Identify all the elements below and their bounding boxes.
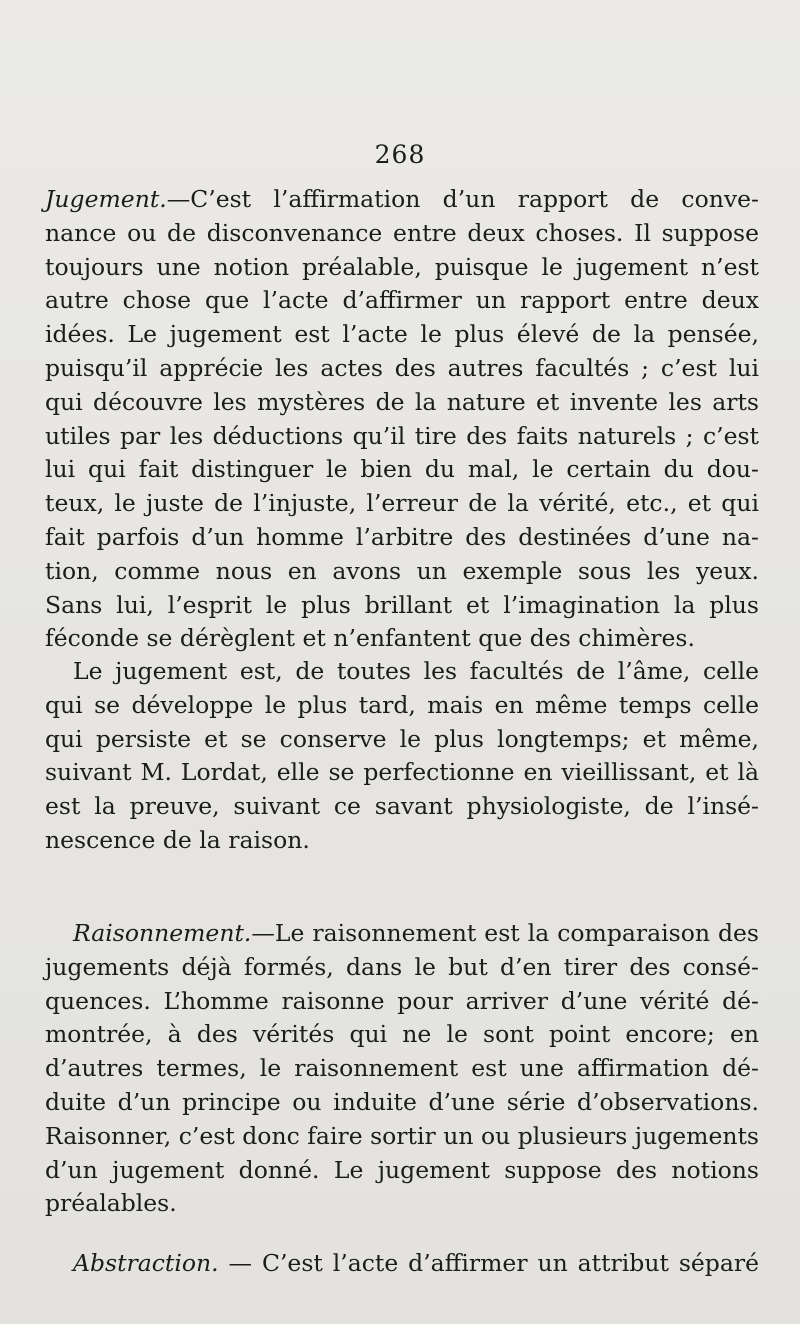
page-number: 268 xyxy=(374,140,426,169)
text-line: duite d’un principe ou induite d’une série d’observations. xyxy=(45,1087,759,1116)
text-line: puisqu’il apprécie les actes des autres facultés ; c’est lui xyxy=(45,353,759,382)
text-line: Raisonner, c’est donc faire sortir un ou plusieurs jugements xyxy=(45,1121,759,1150)
paragraph-abstraction xyxy=(45,1247,759,1281)
text-line: nance ou de disconvenance entre deux choses. Il suppose xyxy=(45,218,759,247)
text-line: qui persiste et se conserve le plus longtemps; et même, xyxy=(45,724,759,753)
text-line: lui qui fait distinguer le bien du mal, le certain du dou- xyxy=(45,455,759,484)
text-line: teux, le juste de l’injuste, l’erreur de la vérité, etc., et qui xyxy=(45,489,759,518)
section-heading: Abstraction. xyxy=(73,1249,219,1277)
text-line: quences. L’homme raisonne pour arriver d’une vérité dé- xyxy=(45,986,759,1015)
text-line: autre chose que l’acte d’affirmer un rapport entre deux xyxy=(45,286,759,315)
text-line: féconde se dérèglent et n’enfantent que des chimères. xyxy=(45,624,695,653)
text-line: Abstraction. — C’est l’acte d’affirmer un attribut séparé xyxy=(73,1249,759,1277)
text-line: est la preuve, suivant ce savant physiologiste, de l’insé- xyxy=(45,792,759,821)
section-heading: Raisonnement. xyxy=(73,919,252,947)
paragraph-jugement xyxy=(45,183,759,656)
paragraph-raisonnement xyxy=(45,917,759,1221)
text-line: jugements déjà formés, dans le but d’en tirer des consé- xyxy=(45,952,759,981)
text-line: fait parfois d’un homme l’arbitre des destinées d’une na- xyxy=(45,522,759,551)
text-line: idées. Le jugement est l’acte le plus élevé de la pensée, xyxy=(45,320,759,349)
text-line: Jugement.—C’est l’affirmation d’un rapport de conve- xyxy=(45,185,759,213)
text-line: nescence de la raison. xyxy=(45,825,310,854)
text-line: préalables. xyxy=(45,1189,177,1218)
text-line: d’autres termes, le raisonnement est une affirmation dé- xyxy=(45,1054,759,1083)
paragraph-jugement-suite xyxy=(45,655,759,858)
text-line: qui découvre les mystères de la nature et invente les arts xyxy=(45,387,759,416)
text-line: Le jugement est, de toutes les facultés de l’âme, celle xyxy=(73,657,759,685)
text-line: tion, comme nous en avons un exemple sous les yeux. xyxy=(45,556,759,585)
text-line: Sans lui, l’esprit le plus brillant et l’imagination la plus xyxy=(45,590,759,619)
text-line: utiles par les déductions qu’il tire des faits naturels ; c’est xyxy=(45,421,759,450)
text-line: montrée, à des vérités qui ne le sont point encore; en xyxy=(45,1020,759,1049)
text-line: qui se développe le plus tard, mais en même temps celle xyxy=(45,690,759,719)
text-line: d’un jugement donné. Le jugement suppose des notions xyxy=(45,1155,759,1184)
text-line: Raisonnement.—Le raisonnement est la comparaison des xyxy=(73,919,759,947)
text-line: toujours une notion préalable, puisque le jugement n’est xyxy=(45,252,759,281)
section-heading: Jugement. xyxy=(45,185,167,213)
text-line: suivant M. Lordat, elle se perfectionne en vieillissant, et là xyxy=(45,758,759,787)
